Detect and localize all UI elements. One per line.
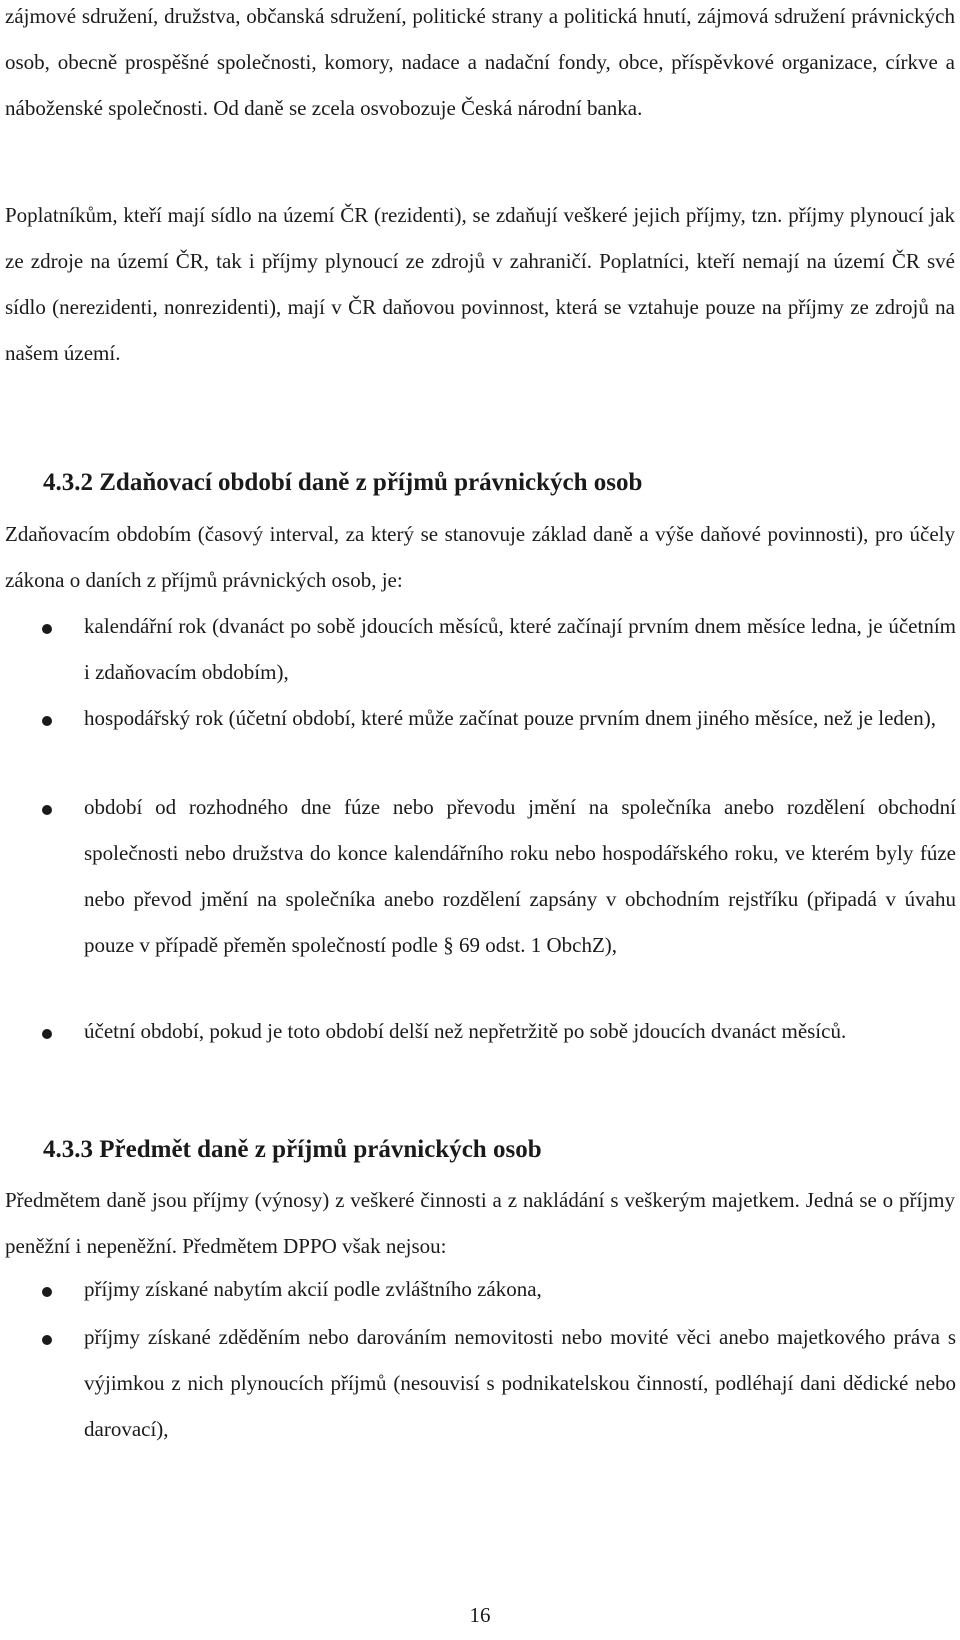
bullet-icon bbox=[42, 1029, 52, 1039]
paragraph-tax-subject: Předmětem daně jsou příjmy (výnosy) z veškeré činnosti a z nakládání s veškerým majetkem. Jedná se o příjmy peněžní i nepeněžní. Předmětem DPPO však nejsou: bbox=[5, 1188, 955, 1258]
bullet-icon bbox=[42, 1335, 52, 1345]
list-item-text: kalendářní rok (dvanáct po sobě jdoucích měsíců, které začínají prvním dnem měsíce ledna, je účetním i zdaňovacím obdobím), bbox=[84, 614, 956, 684]
list-item-text: příjmy získané zděděním nebo darováním nemovitosti nebo movité věci anebo majetkového práva s výjimkou z nich plynoucích příjmů (nesouvisí s podnikatelskou činností, podléhají dani dědické nebo darovací), bbox=[84, 1325, 956, 1441]
heading-4-3-3: 4.3.3 Předmět daně z příjmů právnických osob bbox=[43, 1136, 542, 1163]
list-item-text: účetní období, pokud je toto období delší než nepřetržitě po sobě jdoucích dvanáct měsíců. bbox=[84, 1019, 847, 1043]
paragraph-tax-exempt-entities: zájmové sdružení, družstva, občanská sdružení, politické strany a politická hnutí, zájmová sdružení právnických osob, obecně prospěšné společnosti, komory, nadace a nadační fondy, obce, příspěvkové organizace, církve a náboženské společnosti. Od daně se zcela osvobozuje Česká národní banka. bbox=[5, 4, 955, 120]
paragraph-tax-period-intro: Zdaňovacím obdobím (časový interval, za který se stanovuje základ daně a výše daňové povinnosti), pro účely zákona o daních z příjmů právnických osob, je: bbox=[5, 522, 955, 592]
bullet-icon bbox=[42, 805, 52, 815]
list-item-text: příjmy získané nabytím akcií podle zvláštního zákona, bbox=[84, 1277, 542, 1301]
bullet-icon bbox=[42, 716, 52, 726]
bullet-icon bbox=[42, 1287, 52, 1297]
paragraph-residents: Poplatníkům, kteří mají sídlo na území ČR (rezidenti), se zdaňují veškeré jejich příjmy, tzn. příjmy plynoucí jak ze zdroje na území ČR, tak i příjmy plynoucí ze zdrojů v zahraničí. Poplatníci, kteří nemají na území ČR své sídlo (nerezidenti, nonrezidenti), mají v ČR daňovou povinnost, která se vztahuje pouze na příjmy ze zdrojů na našem území. bbox=[5, 203, 955, 365]
list-item-text: období od rozhodného dne fúze nebo převodu jmění na společníka anebo rozdělení obchodní společnosti nebo družstva do konce kalendářního roku nebo hospodářského roku, ve kterém byly fúze nebo převod jmění na společníka anebo rozdělení zapsány v obchodním rejstříku (připadá v úvahu pouze v případě přeměn společností podle § 69 odst. 1 ObchZ), bbox=[84, 795, 956, 957]
bullet-icon bbox=[42, 624, 52, 634]
list-item-text: hospodářský rok (účetní období, které může začínat pouze prvním dnem jiného měsíce, než je leden), bbox=[84, 706, 936, 730]
page-number: 16 bbox=[469, 1603, 491, 1627]
heading-4-3-2: 4.3.2 Zdaňovací období daně z příjmů právnických osob bbox=[43, 469, 643, 496]
